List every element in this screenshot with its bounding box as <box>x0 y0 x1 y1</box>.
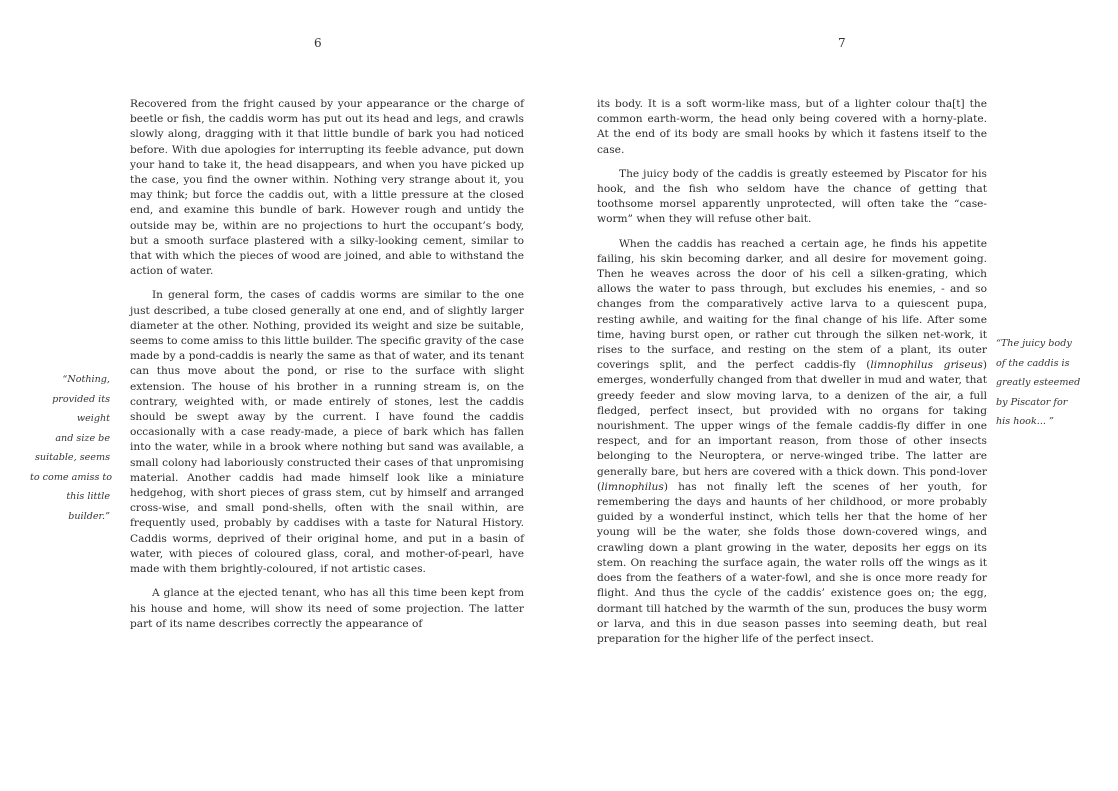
left-paragraph-1: Recovered from the fright caused by your appearance or the charge of beetle or fish, the caddis worm has put out its head and legs, and crawls slowly along, dragging with it that little bundle of bark you had noticed before. With due apologies for interrupting its feeble advance, put down your hand to take it, the head disappears, and when you have picked up the case, you find the owner within. Nothing very strange about it, you may think; but force the caddis out, with a little pressure at the closed end, and examine this bundle of bark. However rough and untidy the outside may be, within are no projections to hurt the occupant’s body, but a smooth surface plastered with a silky-looking cement, similar to that with which the pieces of wood are joined, and able to withstand the action of water. <box>130 98 524 278</box>
right-paragraph-2: The juicy body of the caddis is greatly esteemed by Piscator for his hook, and the fish who seldom have the chance of getting that toothsome morsel apparently unprotected, will often take the “case-worm” when they will refuse other bait. <box>597 167 987 226</box>
pullquote-line: and size be <box>55 432 110 444</box>
p3-text-a: When the caddis has reached a certain age, he finds his appetite failing, his skin becoming darker, and all desire for movement going. Then he weaves across the door of his cell a silken-grating, which allows the water to pass through, but excludes his enemies, - and so changes from the comparatively active larva to a quiescent pupa, resting awhile, and waiting for the final change of his life. After some time, having burst open, or rather cut through the silken net-work, it rises to the surface, and resting on the stem of a plant, its outer coverings split, and the perfect caddis-fly ( <box>597 237 987 372</box>
right-page-body <box>597 97 987 656</box>
p3-genus-name: limnophilus <box>601 480 664 493</box>
right-pullquote <box>996 334 1081 432</box>
right-paragraph-1: its body. It is a soft worm-like mass, but of a lighter colour tha[t] the common earth-worm, the head only being covered with a horny-plate. At the end of its body are small hooks by which it fastens itself to the case. <box>597 98 987 156</box>
pullquote-line: of the caddis is <box>996 357 1070 369</box>
pullquote-line: greatly esteemed <box>996 377 1081 388</box>
pullquote-line: this little <box>66 491 110 502</box>
pullquote-line: by Piscator for <box>996 396 1068 408</box>
pullquote-line: builder.” <box>68 510 110 522</box>
pullquote-line: provided its <box>52 393 110 405</box>
pullquote-line: suitable, seems <box>34 452 110 463</box>
pullquote-line: “Nothing, <box>62 374 110 385</box>
pullquote-line: weight <box>76 413 110 424</box>
left-page-body <box>130 97 524 641</box>
page-number-right: 7 <box>838 36 846 50</box>
left-paragraph-3: A glance at the ejected tenant, who has all this time been kept from his house and home, will show its need of some projection. The latter part of its name describes correctly the appearance of <box>130 587 524 630</box>
pullquote-line: to come amiss to <box>30 471 113 483</box>
left-pullquote <box>30 370 113 526</box>
pullquote-line: his hook... ” <box>996 416 1054 427</box>
page-number-left: 6 <box>314 36 322 50</box>
pullquote-line: “The juicy body <box>996 338 1072 349</box>
left-paragraph-2: In general form, the cases of caddis worms are similar to the one just described, a tube closed generally at one end, and of slightly larger diameter at the other. Nothing, provided its weight and size be suitable, seems to come amiss to this little builder. The specific gravity of the case made by a pond-caddis is nearly the same as that of water, and its tenant can thus move about the pond, or rise to the surface with slight extension. The house of his brother in a running stream is, on the contrary, weighted with, or made entirely of stones, lest the caddis should be swept away by the current. I have found the caddis occasionally with a case ready-made, a piece of bark which has fallen into the water, while in a brook where nothing but sand was available, a small colony had laboriously constructed their cases of that unpromising material. Another caddis had made himself look like a miniature hedgehog, with short pieces of grass stem, cut by himself and arranged cross-wise, and small pond-shells, often with the snail within, are frequently used, probably by caddises with a taste for Natural History. Caddis worms, deprived of their original home, and put in a basin of water, with pieces of coloured glass, coral, and mother-of-pearl, have made with them brightly-coloured, if not artistic cases. <box>130 289 524 576</box>
p3-text-b: ) emerges, wonderfully changed from that dweller in mud and water, that greedy feeder and slow moving larva, to a denizen of the air, a full fledged, perfect insect, but provided with no organs for taking nourishment. The upper wings of the female caddis-fly differ in one respect, and for an important reason, from those of other insects belonging to the Neuroptera, or nerve-winged tribe. The latter are generally bare, but hers are covered with a thick down. This pond-lover ( <box>597 359 988 493</box>
p3-species-name: limnophilus griseus <box>870 359 983 372</box>
right-paragraph-3 <box>597 237 987 647</box>
p3-text-c: ) has not finally left the scenes of her youth, for remembering the days and haunts of her childhood, or more probably guided by a wonderful instinct, which tells her that the home of her young will be the water, she folds those down-covered wings, and crawling down a plant growing in the water, deposits her eggs on its stem. On reaching the surface again, the water rolls off the wings as it does from the feathers of a water-fowl, and she is once more ready for flight. And thus the cycle of the caddis’ existence goes on; the egg, dormant till hatched by the warmth of the sun, produces the busy worm or larva, and this in due season passes into seeming death, but real preparation for the higher life of the perfect insect. <box>597 480 987 645</box>
